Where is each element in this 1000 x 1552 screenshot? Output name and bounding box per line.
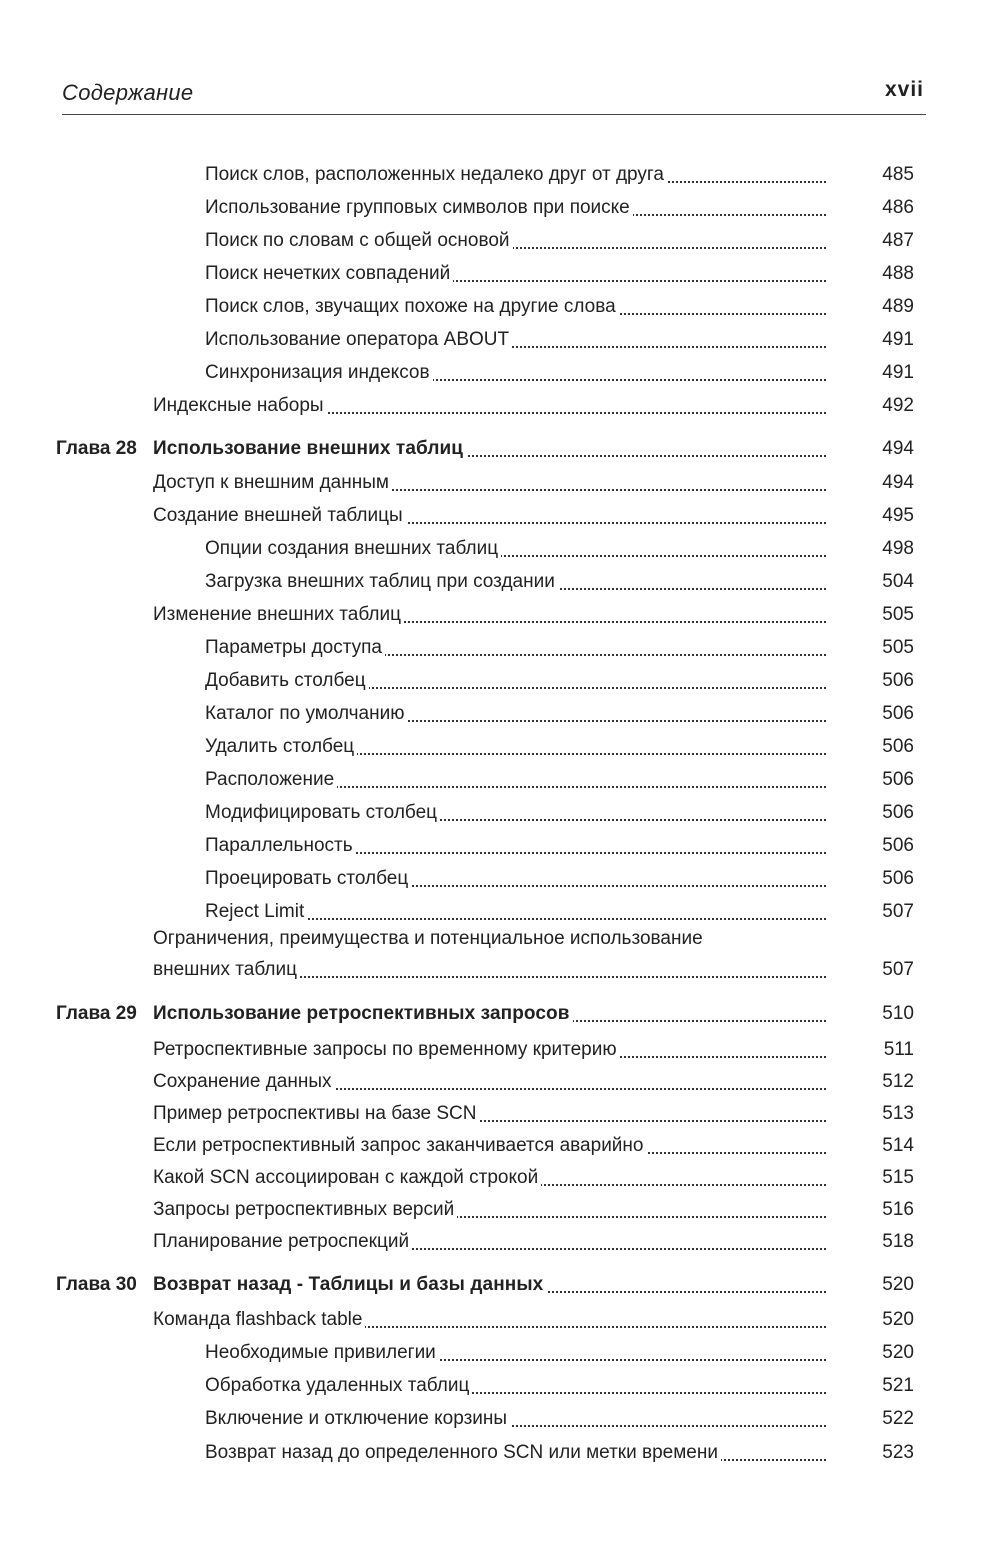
toc-chapter-label: Глава 28 [56,438,137,459]
toc-entry-title: Использование групповых символов при поиске [205,197,633,219]
toc-page-number: 506 [882,868,914,889]
toc-entry-row [0,604,1000,634]
running-header-page-number: xvii [884,78,924,101]
toc-entry-row [0,395,1000,425]
toc-entry-row [0,164,1000,194]
toc-page-number: 510 [882,1003,914,1024]
toc-entry-row [0,1442,1000,1472]
toc-page-number: 491 [882,362,914,383]
toc-entry-title: Сохранение данных [153,1071,335,1093]
toc-entry-title: Модифицировать столбец [205,802,440,824]
toc-page-number: 513 [882,1103,914,1124]
toc-page-number: 494 [882,472,914,493]
toc-entry-row [0,1167,1000,1197]
toc-chapter-row [0,1274,1000,1304]
toc-chapter-label: Глава 29 [56,1003,137,1024]
toc-entry-row [0,1231,1000,1261]
toc-entry-row [0,1039,1000,1069]
toc-entry-row [0,1342,1000,1372]
toc-page-number: 516 [882,1199,914,1220]
toc-chapter-row [0,1003,1000,1033]
toc-entry-title: Обработка удаленных таблиц [205,1375,472,1397]
toc-page-number: 485 [882,164,914,185]
toc-entry-title: Необходимые привилегии [205,1342,439,1364]
toc-entry-row [0,1103,1000,1133]
toc-page-number: 518 [882,1231,914,1252]
toc-page-number: 506 [882,835,914,856]
toc-entry-row [0,703,1000,733]
toc-entry-title: Ретроспективные запросы по временному критерию [153,1039,620,1061]
toc-entry-title: Поиск нечетких совпадений [205,263,453,285]
running-header-title: Содержание [62,80,194,105]
toc-page-number: 505 [882,604,914,625]
toc-entry-row [0,928,1000,989]
toc-entry-title: Каталог по умолчанию [205,703,407,725]
toc-entry-title: Параллельность [205,835,356,857]
toc-page-number: 523 [882,1442,914,1463]
toc-page-number: 491 [882,329,914,350]
toc-entry-title: Команда flashback table [153,1309,365,1331]
toc-page-number: 515 [882,1167,914,1188]
toc-entry-row [0,472,1000,502]
toc-entry-row [0,1375,1000,1405]
toc-entry-title: Проецировать столбец [205,868,411,890]
toc-page-number: 506 [882,802,914,823]
toc-page-number: 520 [882,1309,914,1330]
toc-entry-row [0,835,1000,865]
toc-entry-title: Запросы ретроспективных версий [153,1199,457,1221]
toc-page-number: 488 [882,263,914,284]
toc-entry-row [0,329,1000,359]
toc-entry-row [0,263,1000,293]
toc-entry-row [0,1199,1000,1229]
toc-entry-row [0,1135,1000,1165]
toc-chapter-title: Возврат назад - Таблицы и базы данных [153,1274,546,1296]
toc-entry-row [0,802,1000,832]
toc-page-number: 506 [882,703,914,724]
toc-entry-title: Включение и отключение корзины [205,1408,510,1430]
toc-page-number: 498 [882,538,914,559]
toc-entry-row [0,538,1000,568]
toc-entry-row [0,296,1000,326]
toc-page-number: 522 [882,1408,914,1429]
toc-chapter-row [0,438,1000,468]
toc-entry-row [0,505,1000,535]
toc-page-number: 489 [882,296,914,317]
toc-entry-row [0,571,1000,601]
toc-entry-title: Создание внешней таблицы [153,505,406,527]
toc-page-number: 495 [882,505,914,526]
running-header [62,76,924,110]
toc-entry-title: Индексные наборы [153,395,327,417]
header-rule [62,114,926,115]
toc-page-number: 521 [882,1375,914,1396]
toc-entry-title: Планирование ретроспекций [153,1231,412,1253]
toc-entry-title: внешних таблиц [153,959,300,981]
toc-entry-row [0,868,1000,898]
toc-entry-row [0,1309,1000,1339]
toc-page-number: 494 [882,438,914,459]
toc-entry-title: Какой SCN ассоциирован с каждой строкой [153,1167,541,1189]
toc-entry-title: Если ретроспективный запрос заканчивается аварийно [153,1135,646,1157]
toc-entry-row [0,1408,1000,1438]
toc-entry-row [0,637,1000,667]
toc-entry-title: Доступ к внешним данным [153,472,392,494]
toc-page-number: 514 [882,1135,914,1156]
toc-page-number: 507 [882,901,914,922]
toc-chapter-title: Использование внешних таблиц [153,438,466,460]
toc-entry-title: Параметры доступа [205,637,385,659]
toc-page-number: 520 [882,1274,914,1295]
toc-page-number: 520 [882,1342,914,1363]
toc-entry-title: Изменение внешних таблиц [153,604,404,626]
toc-page-number: 506 [882,736,914,757]
toc-entry-title: Поиск слов, звучащих похоже на другие слова [205,296,619,318]
toc-entry-title: Поиск слов, расположенных недалеко друг от друга [205,164,667,186]
toc-entry-row [0,901,1000,931]
toc-entry-row [0,362,1000,392]
toc-page-number: 505 [882,637,914,658]
toc-entry-title: Синхронизация индексов [205,362,433,384]
toc-page-number: 486 [882,197,914,218]
toc-entry-row [0,197,1000,227]
toc-entry-title: Возврат назад до определенного SCN или метки времени [205,1442,721,1464]
toc-entry-title: Добавить столбец [205,670,369,692]
toc-page-number: 511 [883,1039,914,1060]
toc-entry-title: Загрузка внешних таблиц при создании [205,571,558,593]
toc-chapter-label: Глава 30 [56,1274,137,1295]
toc-page-number: 506 [882,769,914,790]
toc-chapter-title: Использование ретроспективных запросов [153,1003,573,1025]
toc-entry-title: Reject Limit [205,901,307,923]
toc-entry-title: Опции создания внешних таблиц [205,538,501,560]
toc-entry-title-line1: Ограничения, преимущества и потенциальное использование [153,928,706,950]
toc-page-number: 487 [882,230,914,251]
toc-entry-title: Поиск по словам с общей основой [205,230,513,252]
toc-page-number: 512 [882,1071,914,1092]
toc-entry-title: Расположение [205,769,337,791]
toc-page-number: 506 [882,670,914,691]
toc-entry-title: Пример ретроспективы на базе SCN [153,1103,479,1125]
toc-page-number: 492 [882,395,914,416]
toc-entry-title: Удалить столбец [205,736,357,758]
toc-entry-row [0,736,1000,766]
toc-page-number: 507 [882,959,914,980]
toc-page-number: 504 [882,571,914,592]
toc-entry-row [0,1071,1000,1101]
toc-entry-row [0,670,1000,700]
toc-entry-title: Использование оператора ABOUT [205,329,512,351]
toc-entry-row [0,769,1000,799]
toc-entry-row [0,230,1000,260]
